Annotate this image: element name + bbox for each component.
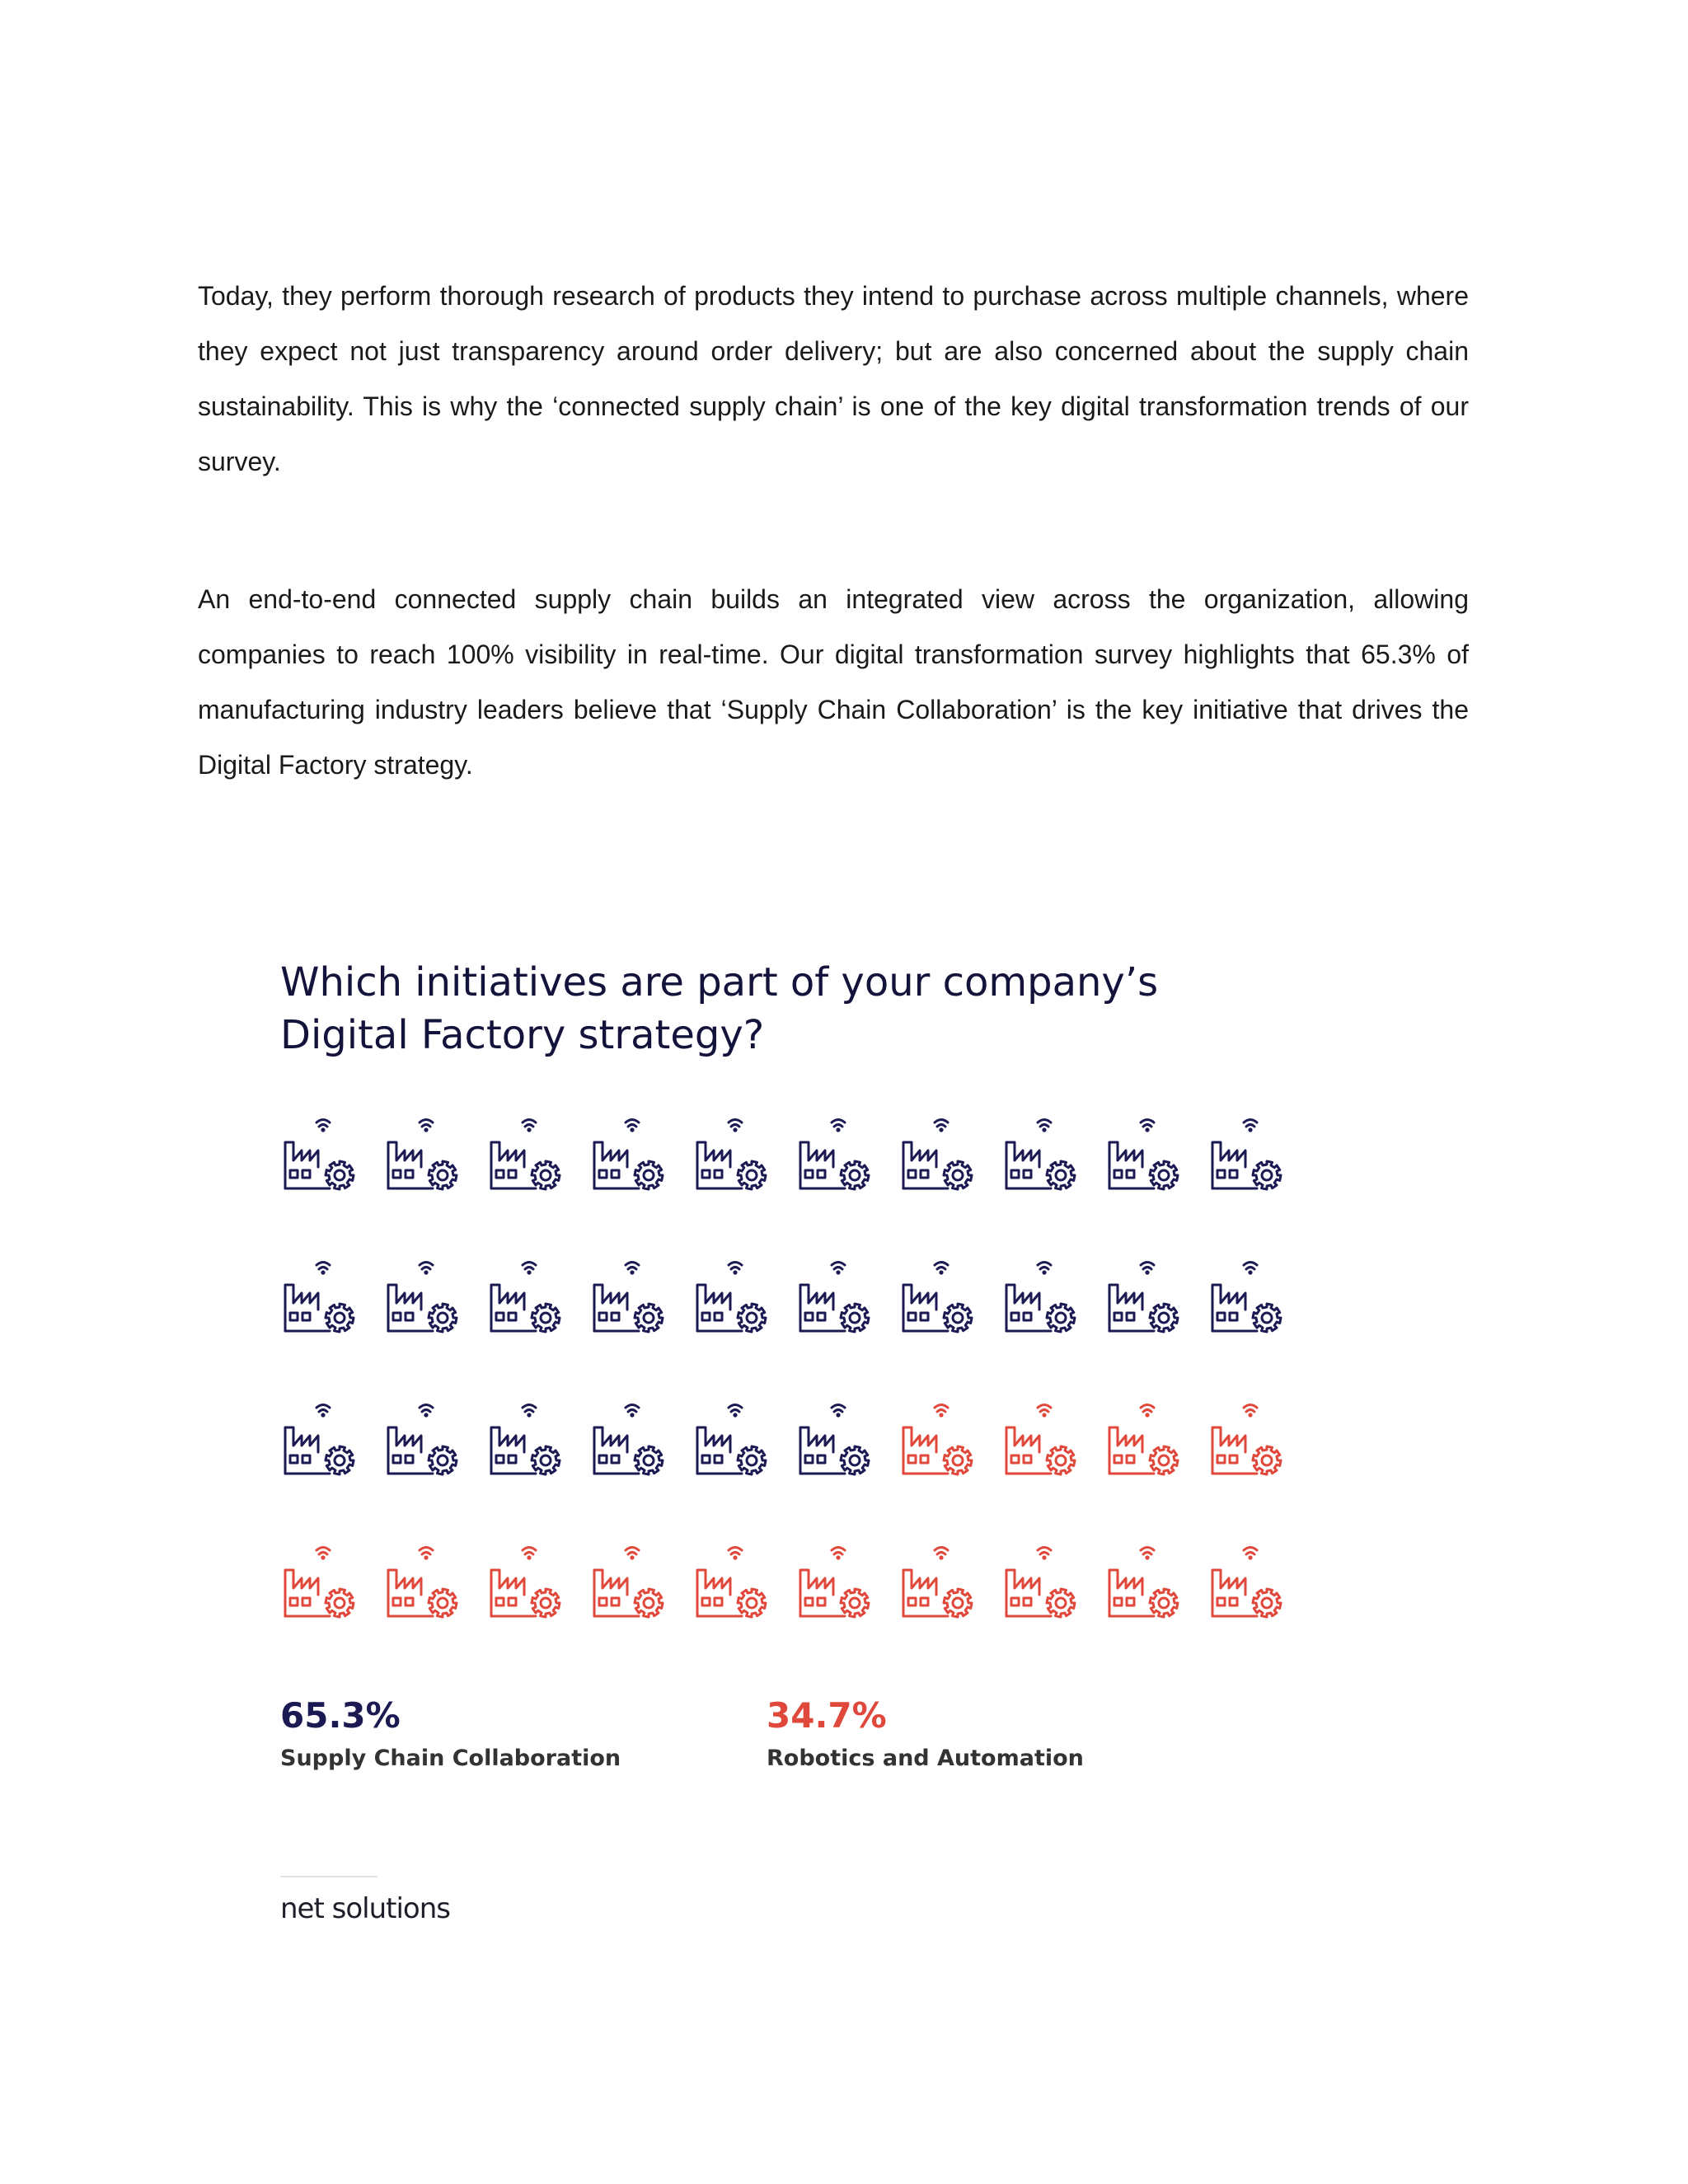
factory-gear-wifi-icon [692, 1114, 775, 1197]
factory-gear-wifi-icon [1104, 1542, 1187, 1624]
factory-gear-wifi-icon [795, 1399, 878, 1482]
infographic-title-line-1: Which initiatives are part of your company’s [280, 959, 1159, 1005]
stat-robotics [767, 1694, 1084, 1775]
factory-gear-wifi-icon [589, 1542, 672, 1624]
stat-label: Robotics and Automation [767, 1746, 1084, 1771]
factory-gear-wifi-icon [898, 1542, 981, 1624]
factory-gear-wifi-icon [1207, 1257, 1290, 1339]
factory-gear-wifi-icon [1001, 1114, 1084, 1197]
factory-gear-wifi-icon [1104, 1257, 1187, 1339]
infographic-title-line-2: Digital Factory strategy? [280, 1012, 765, 1058]
logo-divider [280, 1876, 377, 1877]
factory-gear-wifi-icon [1207, 1114, 1290, 1197]
factory-gear-wifi-icon [898, 1257, 981, 1339]
factory-gear-wifi-icon [795, 1257, 878, 1339]
factory-gear-wifi-icon [383, 1257, 466, 1339]
factory-gear-wifi-icon [795, 1542, 878, 1624]
factory-gear-wifi-icon [383, 1114, 466, 1197]
factory-gear-wifi-icon [486, 1542, 569, 1624]
factory-gear-wifi-icon [1104, 1114, 1187, 1197]
factory-gear-wifi-icon [280, 1399, 363, 1482]
factory-gear-wifi-icon [692, 1542, 775, 1624]
factory-gear-wifi-icon [1207, 1399, 1290, 1482]
net-solutions-logo: net solutions [280, 1892, 450, 1925]
stat-label: Supply Chain Collaboration [280, 1746, 621, 1771]
factory-gear-wifi-icon [1001, 1542, 1084, 1624]
paragraph-connected-supply-chain: Today, they perform thorough research of products they intend to purchase across multiple channels, where they expect not just transparency around order delivery; but are also concerned about the supply chain sustainability. This is why the ‘connected supply chain’ is one of the key digital transformation trends of our survey. [198, 281, 1469, 476]
factory-gear-wifi-icon [486, 1114, 569, 1197]
stat-supply-chain [280, 1694, 621, 1775]
factory-gear-wifi-icon [486, 1399, 569, 1482]
factory-gear-wifi-icon [383, 1399, 466, 1482]
factory-gear-wifi-icon [589, 1399, 672, 1482]
factory-icon-grid [280, 1114, 1302, 1642]
paragraph-end-to-end: An end-to-end connected supply chain builds an integrated view across the organization, allowing companies to reach 100% visibility in real-time. Our digital transformation survey highlights that 65.3% of manufacturing industry leaders believe that ‘Supply Chain Collaboration’ is the key initiative that drives the Digital Factory strategy. [198, 584, 1469, 780]
stat-value: 65.3% [280, 1695, 401, 1736]
factory-gear-wifi-icon [589, 1257, 672, 1339]
factory-gear-wifi-icon [383, 1542, 466, 1624]
factory-gear-wifi-icon [280, 1542, 363, 1624]
factory-gear-wifi-icon [692, 1399, 775, 1482]
factory-gear-wifi-icon [1104, 1399, 1187, 1482]
factory-gear-wifi-icon [1207, 1542, 1290, 1624]
factory-gear-wifi-icon [898, 1114, 981, 1197]
factory-gear-wifi-icon [795, 1114, 878, 1197]
stat-value: 34.7% [767, 1695, 887, 1736]
factory-gear-wifi-icon [589, 1114, 672, 1197]
factory-gear-wifi-icon [280, 1257, 363, 1339]
infographic-title [280, 956, 1269, 1062]
factory-gear-wifi-icon [1001, 1257, 1084, 1339]
factory-gear-wifi-icon [898, 1399, 981, 1482]
factory-gear-wifi-icon [280, 1114, 363, 1197]
factory-gear-wifi-icon [1001, 1399, 1084, 1482]
factory-gear-wifi-icon [692, 1257, 775, 1339]
factory-gear-wifi-icon [486, 1257, 569, 1339]
